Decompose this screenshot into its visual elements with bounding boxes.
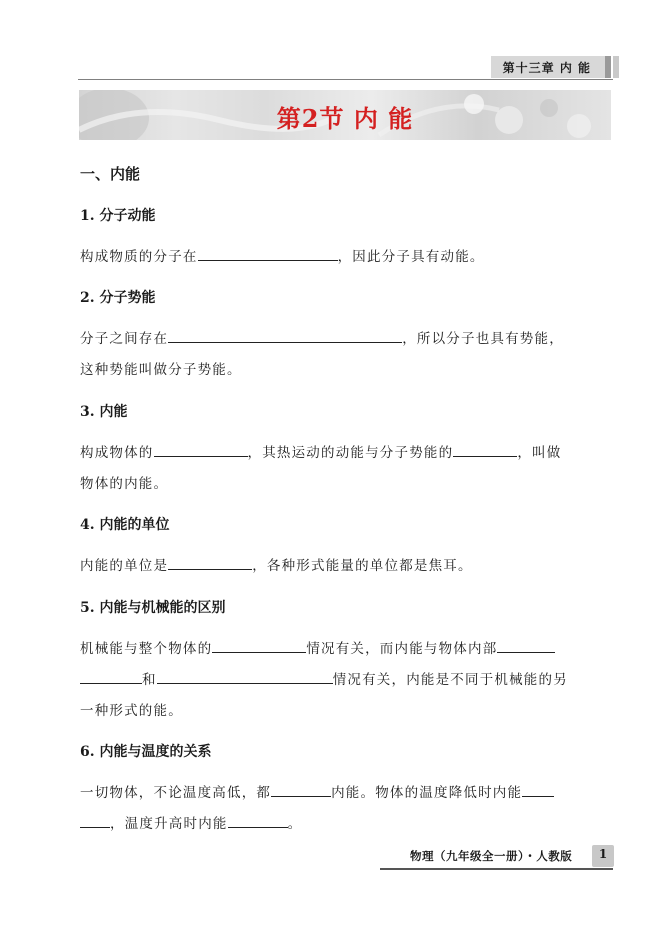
item2-heading: 2. 分子势能 [80,290,156,306]
blank-1 [198,248,338,261]
item1-heading: 1. 分子动能 [80,208,156,224]
item6-text-c: ，温度升高时内能 [110,816,228,832]
blank-5 [168,557,252,570]
item6-text-a: 一切物体，不论温度高低，都 [80,785,272,801]
item4-heading: 4. 内能的单位 [80,517,170,533]
item3-text-c: ，叫做 [517,445,562,461]
item1-text-b: ，因此分子具有动能。 [337,249,485,265]
item1-text-a: 构成物质的分子在 [80,249,198,265]
blank-13 [228,815,288,828]
header-rule [78,79,613,80]
section-heading: 一、内能 [80,165,141,183]
blank-10 [271,784,331,797]
item5-paragraph-line2 [80,668,568,688]
item2-paragraph-line1 [80,327,564,347]
item3-text-b: ，其热运动的动能与分子势能的 [247,445,454,461]
item2-text-b: ，所以分子也具有势能， [402,331,564,347]
page-number: 1 [598,847,608,861]
title-banner [79,90,611,140]
blank-8 [80,671,142,684]
item4-text-b: ，各种形式能量的单位都是焦耳。 [252,558,473,574]
blank-4 [453,444,517,457]
item4-paragraph [80,554,473,574]
item5-text-d: 情况有关，内能是不同于机械能的另 [332,672,568,688]
item4-text-a: 内能的单位是 [80,558,169,574]
item3-paragraph-line1 [80,441,561,461]
blank-2 [168,330,402,343]
item6-paragraph-line2 [80,812,302,832]
chapter-header-tab [487,56,611,78]
item2-paragraph-line2: 这种势能叫做分子势能。 [80,362,242,378]
blank-11 [522,784,554,797]
item2-text-a: 分子之间存在 [80,331,169,347]
item5-text-c: 和 [142,672,157,688]
blank-6 [212,640,306,653]
item5-paragraph-line3: 一种形式的能。 [80,703,183,719]
item5-heading: 5. 内能与机械能的区别 [80,600,226,616]
item3-paragraph-line2: 物体的内能。 [80,476,169,492]
chapter-label: 第十三章 内 能 [502,61,591,75]
item5-paragraph-line1 [80,637,555,657]
item5-text-a: 机械能与整个物体的 [80,641,213,657]
page-number-tab [592,845,614,867]
item3-text-a: 构成物体的 [80,445,154,461]
tab-edge [613,56,619,78]
blank-3 [154,444,248,457]
blank-12 [80,815,110,828]
item3-heading: 3. 内能 [80,404,128,420]
blank-7 [497,640,555,653]
item6-text-b: 内能。物体的温度降低时内能 [331,785,523,801]
footer-book-title: 物理（九年级全一册）・人教版 [410,849,573,863]
item6-text-d: 。 [287,816,303,832]
item6-paragraph-line1 [80,781,554,801]
item6-heading: 6. 内能与温度的关系 [80,744,212,760]
item5-text-b: 情况有关，而内能与物体内部 [306,641,498,657]
section-title: 第2节 内 能 [276,104,414,133]
footer-rule [380,868,613,870]
blank-9 [157,671,333,684]
item1-paragraph [80,245,485,265]
